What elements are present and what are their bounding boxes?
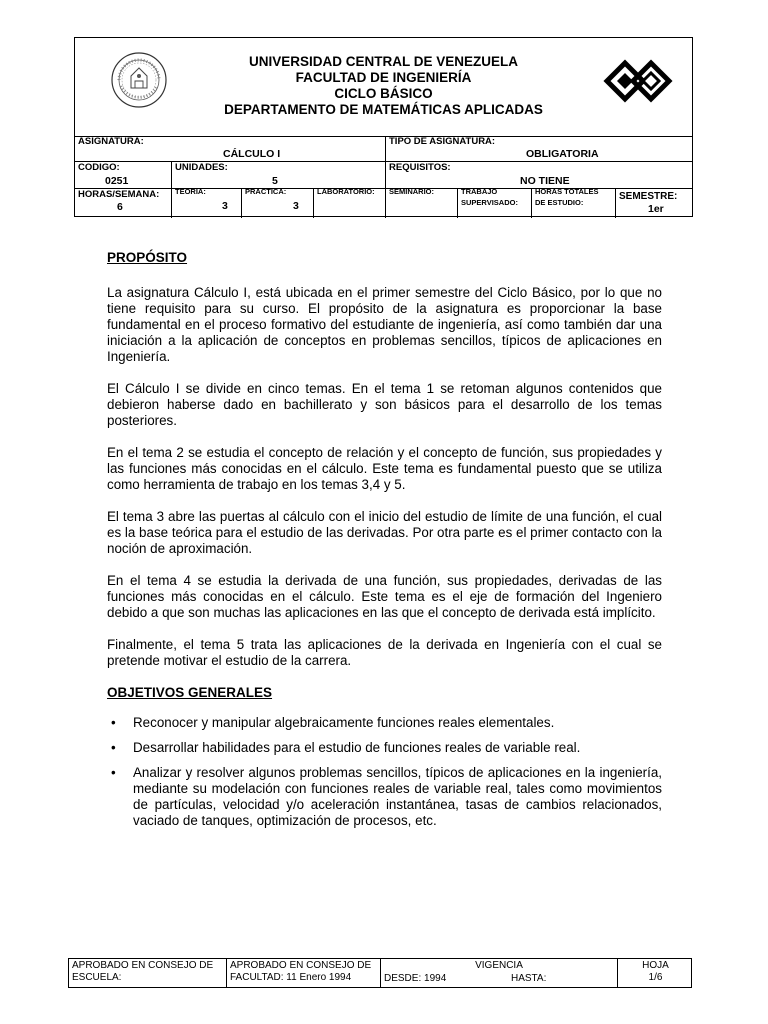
proposito-heading: PROPÓSITO — [107, 250, 188, 265]
unidades-value: 5 — [272, 175, 278, 187]
requisitos-label: REQUISITOS: — [389, 162, 451, 173]
proposito-paragraph-1: La asignatura Cálculo I, está ubicada en el primer semestre del Ciclo Básico, por lo que no tiene requisito para su curso. El propósito de la asignatura es proporcionar la base fundamental en el proceso formativo del estudiante de ingeniería, así como también dar una iniciación a la aplicación de conceptos en problemas sencillos, típicos de aplicaciones en Ingeniería. — [107, 285, 662, 364]
horas-label: HORAS/SEMANA: — [78, 189, 160, 200]
university-name: UNIVERSIDAD CENTRAL DE VENEZUELA — [248, 54, 519, 69]
objetivos-list — [107, 715, 662, 829]
trabajo-label-1: TRABAJO — [461, 187, 498, 196]
objetivo-text: Desarrollar habilidades para el estudio de funciones reales de variable real. — [133, 740, 581, 755]
laboratorio-label: LABORATORIO: — [317, 187, 375, 196]
codigo-value: 0251 — [105, 175, 129, 187]
bullet-icon: • — [111, 740, 116, 755]
asignatura-row — [75, 136, 692, 162]
objetivo-text: Reconocer y manipular algebraicamente funciones reales elementales. — [133, 715, 555, 730]
practica-label: PRACTICA: — [245, 187, 287, 196]
escuela-line-2: ESCUELA: — [72, 972, 122, 983]
desde-value: DESDE: 1994 — [384, 973, 447, 984]
requisitos-value: NO TIENE — [520, 175, 570, 187]
seminario-label: SEMINARIO: — [389, 187, 434, 196]
proposito-paragraph-3: En el tema 2 se estudia el concepto de relación y el concepto de función, sus propiedades y las funciones más conocidas en el cálculo. Este tema es fundamental puesto que se utiliza como herramienta de trabajo en los temas 3,4 y 5. — [107, 445, 662, 492]
horas-row — [75, 189, 692, 218]
horas-totales-label-2: DE ESTUDIO: — [535, 198, 584, 207]
proposito-paragraph-6: Finalmente, el tema 5 trata las aplicaciones de la derivada en Ingeniería con el cual se pretende motivar el estudio de la carrera. — [107, 637, 662, 668]
facultad-line-1: APROBADO EN CONSEJO DE — [230, 960, 372, 971]
codigo-row — [75, 162, 692, 189]
bullet-icon: • — [111, 715, 116, 730]
proposito-paragraph-2: El Cálculo I se divide en cinco temas. En el tema 1 se retoman algunos contenidos que debieron haberse dado en bachillerato y son básicos para el desarrollo de los temas posteriores. — [107, 381, 662, 428]
syllabus-body — [107, 250, 662, 838]
semestre-label: SEMESTRE: — [619, 191, 678, 202]
course-header-table — [74, 37, 693, 217]
asignatura-label: ASIGNATURA: — [78, 136, 144, 147]
list-item — [111, 765, 662, 829]
bullet-icon: • — [111, 765, 116, 780]
objetivos-heading: OBJETIVOS GENERALES — [107, 685, 273, 700]
approval-footer-table — [68, 958, 692, 988]
hoja-value: 1/6 — [648, 972, 663, 983]
hasta-label: HASTA: — [511, 973, 547, 984]
facultad-line-2: FACULTAD: 11 Enero 1994 — [230, 972, 352, 983]
tipo-value: OBLIGATORIA — [526, 148, 599, 160]
asignatura-value: CÁLCULO I — [223, 148, 281, 160]
tipo-label: TIPO DE ASIGNATURA: — [389, 136, 496, 147]
faculty-logo-icon — [603, 56, 673, 106]
list-item — [111, 740, 662, 756]
faculty-name: FACULTAD DE INGENIERÍA — [295, 70, 472, 85]
objetivo-text: Analizar y resolver algunos problemas sencillos, típicos de aplicaciones en la ingeniería, mediante su modelación con funciones reales de variable real, tales como movimientos de partículas, velocidad y/o aceleración instantánea, tasas de cambios relacionados, vaciado de tanques, optimización de procesos, etc. — [133, 765, 662, 828]
codigo-label: CODIGO: — [78, 162, 120, 173]
horas-value: 6 — [117, 201, 123, 213]
teoria-label: TEORIA: — [175, 187, 206, 196]
hoja-label: HOJA — [642, 960, 669, 971]
semestre-value: 1er — [648, 203, 664, 215]
proposito-paragraph-4: El tema 3 abre las puertas al cálculo con el inicio del estudio de límite de una función, el cual es la base teórica para el estudio de las derivadas. Por otra parte es el primer contacto con la noción de aproximación. — [107, 509, 662, 556]
institution-banner — [75, 38, 692, 137]
vigencia-label: VIGENCIA — [475, 960, 523, 971]
escuela-line-1: APROBADO EN CONSEJO DE — [72, 960, 214, 971]
department-name: DEPARTAMENTO DE MATEMÁTICAS APLICADAS — [224, 102, 543, 117]
unidades-label: UNIDADES: — [175, 162, 228, 173]
teoria-value: 3 — [222, 200, 228, 212]
list-item — [111, 715, 662, 731]
trabajo-label-2: SUPERVISADO: — [461, 198, 518, 207]
horas-totales-label-1: HORAS TOTALES — [535, 187, 599, 196]
cycle-name: CICLO BÁSICO — [334, 86, 433, 101]
proposito-paragraph-5: En el tema 4 se estudia la derivada de una función, sus propiedades, derivadas de las funciones más conocidas en el cálculo. Este tema es el eje de formación del Ingeniero debido a que son muchas las aplicaciones en las que el concepto de derivada está implícito. — [107, 573, 662, 620]
practica-value: 3 — [293, 200, 299, 212]
